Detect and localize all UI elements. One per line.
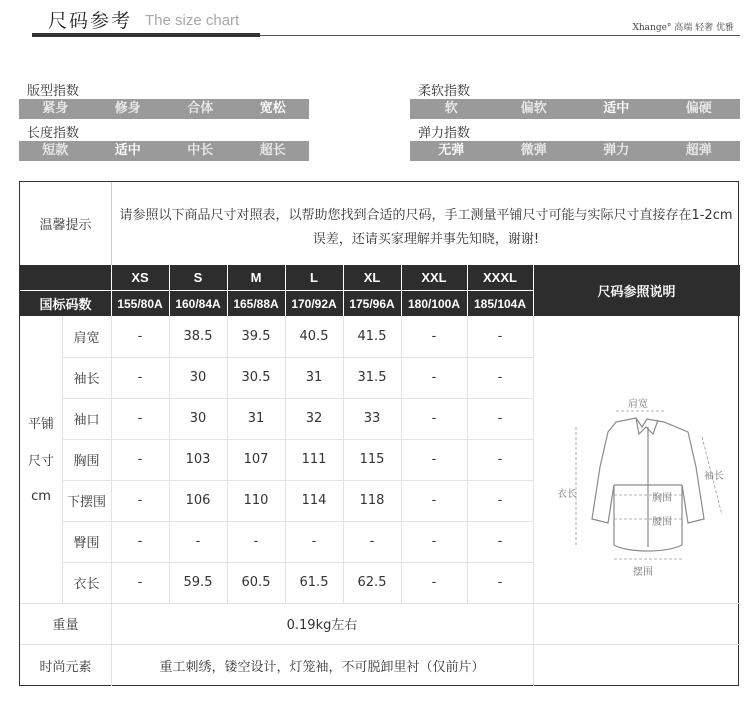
table-cell: 40.5 — [299, 329, 329, 344]
header-divider — [260, 35, 740, 36]
intl-size: 155/80A — [117, 296, 163, 311]
table-cell: - — [137, 411, 143, 426]
table-cell: 62.5 — [357, 575, 387, 590]
intl-size: 165/88A — [233, 296, 279, 311]
table-cell: - — [431, 534, 437, 549]
table-cell: 33 — [363, 411, 381, 426]
table-cell: 38.5 — [183, 329, 213, 344]
table-cell: - — [497, 493, 503, 508]
table-cell: - — [195, 534, 201, 549]
intl-size: 185/104A — [473, 296, 527, 311]
softness-index-bar — [410, 99, 740, 119]
group-label: 尺寸 — [27, 453, 54, 469]
table-cell: 32 — [305, 411, 323, 426]
elasticity-option: 超弹 — [685, 143, 712, 158]
table-cell: 30.5 — [241, 370, 271, 385]
diagram-label-shoulder: 肩宽 — [628, 399, 648, 410]
table-cell: 59.5 — [183, 575, 213, 590]
table-cell: 61.5 — [299, 575, 329, 590]
diagram-label-waist: 腰围 — [652, 517, 672, 528]
table-cell: - — [137, 534, 143, 549]
table-cell: - — [137, 329, 143, 344]
table-cell: - — [137, 575, 143, 590]
table-cell: 111 — [301, 452, 327, 467]
table-cell: - — [369, 534, 375, 549]
weight-label: 重量 — [52, 618, 79, 633]
softness-option: 偏硬 — [685, 101, 712, 116]
table-cell: - — [431, 370, 437, 385]
fit-index-bar — [19, 99, 309, 119]
length-option-selected: 适中 — [114, 143, 141, 158]
row-label-sleeve: 袖长 — [73, 372, 100, 387]
length-index-label: 长度指数 — [27, 126, 80, 141]
intl-size-label: 国标码数 — [39, 297, 92, 312]
group-label: cm — [31, 488, 51, 504]
table-cell: - — [311, 534, 317, 549]
table-cell: - — [497, 411, 503, 426]
table-cell: 30 — [189, 411, 207, 426]
table-cell: - — [497, 534, 503, 549]
table-cell: 60.5 — [241, 575, 271, 590]
elasticity-option: 微弹 — [520, 143, 547, 158]
size-header: XXL — [421, 270, 447, 285]
row-label-hip: 臀围 — [73, 536, 100, 551]
intl-size: 180/100A — [407, 296, 461, 311]
softness-index-label: 柔软指数 — [418, 84, 471, 99]
elasticity-index-bar — [410, 141, 740, 161]
fit-option: 合体 — [187, 101, 214, 116]
table-cell: - — [431, 411, 437, 426]
table-cell: 110 — [243, 493, 269, 508]
table-cell: - — [253, 534, 259, 549]
length-option: 超长 — [259, 143, 286, 158]
table-cell: - — [431, 493, 437, 508]
fashion-label: 时尚元素 — [39, 659, 92, 675]
softness-option: 偏软 — [520, 101, 547, 116]
weight-value: 0.19kg左右 — [286, 618, 358, 633]
table-cell: - — [137, 370, 143, 385]
diagram-label-sleeve: 袖长 — [704, 471, 724, 482]
notice-text: 请参照以下商品尺寸对照表，以帮助您找到合适的尺码，手工测量平铺尺寸可能与实际尺寸直接存在1-2cm误差，还请买家理解并事先知晓，谢谢! — [119, 208, 733, 247]
diagram-label-length: 衣长 — [557, 489, 577, 500]
table-cell: - — [431, 452, 437, 467]
table-cell: 41.5 — [357, 329, 387, 344]
table-cell: 31 — [305, 370, 323, 385]
size-header: S — [193, 270, 203, 285]
notice-label: 温馨提示 — [39, 218, 92, 233]
shirt-measurement-diagram — [554, 397, 740, 587]
row-label-shoulder: 肩宽 — [73, 331, 100, 346]
size-header: XXXL — [483, 270, 517, 285]
softness-option-selected: 适中 — [603, 101, 630, 116]
elasticity-index-label: 弹力指数 — [418, 126, 471, 141]
row-label-hem: 下摆围 — [66, 495, 106, 510]
size-guide-label: 尺码参照说明 — [597, 284, 676, 299]
table-cell: - — [497, 575, 503, 590]
grid-line — [533, 316, 534, 686]
row-label-length: 衣长 — [73, 577, 100, 592]
table-cell: - — [431, 329, 437, 344]
fit-option: 修身 — [114, 101, 141, 116]
page-subtitle: The size chart — [145, 12, 240, 29]
table-cell: 107 — [243, 452, 269, 467]
length-option: 中长 — [187, 143, 214, 158]
size-header: XL — [363, 270, 381, 285]
table-cell: - — [497, 329, 503, 344]
table-cell: 103 — [185, 452, 211, 467]
size-header: M — [250, 270, 262, 285]
table-cell: - — [497, 452, 503, 467]
elasticity-option: 弹力 — [603, 143, 630, 158]
row-label-chest: 胸围 — [73, 454, 100, 469]
length-option: 短款 — [42, 143, 69, 158]
table-cell: 114 — [301, 493, 327, 508]
page-title: 尺码参考 — [48, 10, 133, 32]
size-header: L — [310, 270, 318, 285]
diagram-label-hem: 摆围 — [633, 567, 653, 578]
table-cell: - — [431, 575, 437, 590]
elasticity-option-selected: 无弹 — [438, 143, 465, 158]
table-cell: - — [497, 370, 503, 385]
brand-slogan: Xhange° 高端 轻奢 优雅 — [632, 23, 734, 33]
intl-size: 170/92A — [291, 296, 337, 311]
intl-size: 160/84A — [175, 296, 221, 311]
softness-option: 软 — [444, 101, 458, 116]
diagram-label-chest: 胸围 — [652, 493, 672, 504]
fit-index-label: 版型指数 — [27, 84, 80, 99]
fit-option-selected: 宽松 — [259, 101, 286, 116]
intl-size: 175/96A — [349, 296, 395, 311]
table-cell: 118 — [359, 493, 385, 508]
row-label-cuff: 袖口 — [73, 413, 100, 428]
fashion-value: 重工刺绣，镂空设计，灯笼袖，不可脱卸里衬（仅前片） — [159, 659, 485, 675]
table-cell: 31 — [247, 411, 265, 426]
table-cell: 39.5 — [241, 329, 271, 344]
size-header: XS — [131, 270, 149, 285]
table-cell: 115 — [359, 452, 385, 467]
table-cell: - — [137, 452, 143, 467]
length-index-bar — [19, 141, 309, 161]
group-label: 平铺 — [27, 416, 54, 432]
table-cell: 30 — [189, 370, 207, 385]
table-cell: 106 — [185, 493, 211, 508]
fit-option: 紧身 — [42, 101, 69, 116]
size-table — [19, 181, 739, 686]
table-cell: 31.5 — [357, 370, 387, 385]
title-underline — [32, 33, 260, 37]
table-cell: - — [137, 493, 143, 508]
